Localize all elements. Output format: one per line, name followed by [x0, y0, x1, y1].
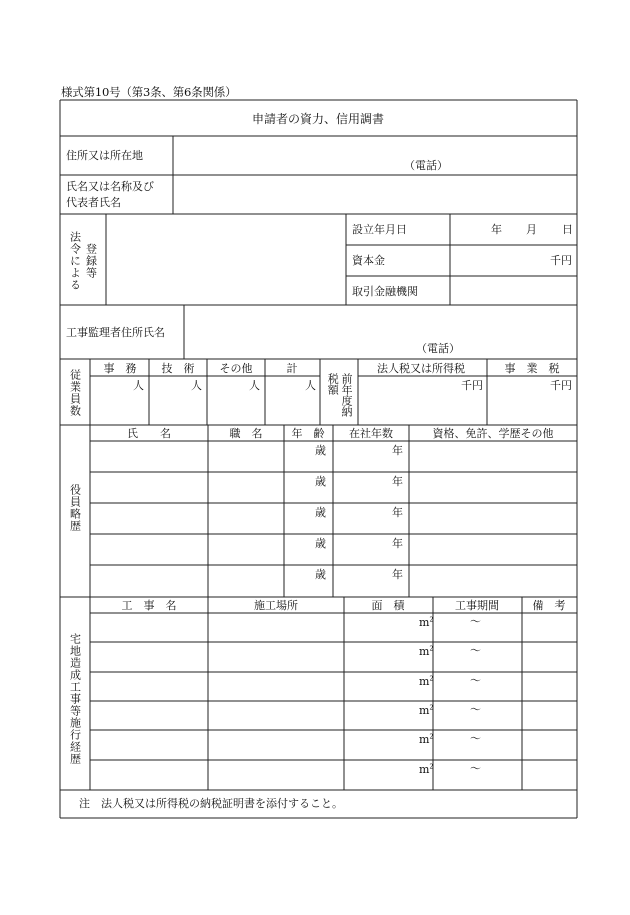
est-day-unit: 日 — [562, 223, 573, 236]
officer-age-unit: 歳 — [315, 537, 326, 550]
works-area-unit: $m^2$ — [419, 733, 434, 746]
employees-label: 従業員数 — [68, 369, 82, 417]
emp-header-total: 計 — [286, 362, 298, 375]
officer-header-qualifications: 資格、免許、学歴その他 — [432, 427, 554, 440]
works-header-area: 面 積 — [371, 599, 405, 612]
works-header-period: 工事期間 — [455, 599, 499, 612]
officer-years-unit: 年 — [392, 506, 403, 519]
officer-header-title: 職 名 — [229, 427, 263, 440]
capital-label: 資本金 — [352, 254, 385, 267]
officer-years-unit: 年 — [392, 568, 403, 581]
works-period-mark: ～ — [470, 644, 481, 657]
officer-years-unit: 年 — [392, 537, 403, 550]
works-area-unit: $m^2$ — [419, 645, 434, 658]
works-area-unit: $m^2$ — [419, 763, 434, 776]
emp-unit-office: 人 — [133, 379, 144, 392]
est-date-label: 設立年月日 — [352, 223, 407, 236]
officer-years-unit: 年 — [392, 475, 403, 488]
address-phone-label: （電話） — [404, 159, 448, 172]
officer-years-unit: 年 — [392, 444, 403, 457]
supervisor-label: 工事監理者住所氏名 — [66, 326, 165, 339]
emp-header-other: その他 — [219, 362, 253, 375]
footer-note: 注 法人税又は所得税の納税証明書を添付すること。 — [79, 797, 343, 810]
supervisor-phone-label: （電話） — [416, 342, 460, 355]
works-header-remarks: 備 考 — [532, 599, 566, 612]
officer-age-unit: 歳 — [315, 568, 326, 581]
legal-label-right: 登録等 — [84, 243, 98, 279]
tax-label: 前年度納税額 — [326, 373, 353, 417]
works-header-location: 施工場所 — [254, 599, 298, 612]
works-period-mark: ～ — [470, 615, 481, 628]
emp-header-tech: 技 術 — [161, 362, 195, 375]
est-year-unit: 年 — [491, 223, 502, 236]
emp-unit-other: 人 — [249, 379, 260, 392]
name-label-line1: 氏名又は名称及び — [66, 180, 154, 193]
address-label: 住所又は所在地 — [66, 149, 143, 162]
officer-age-unit: 歳 — [315, 475, 326, 488]
emp-header-office: 事 務 — [103, 362, 137, 375]
works-header-name: 工 事 名 — [121, 599, 177, 612]
works-area-unit: $m^2$ — [419, 616, 434, 629]
tax-corporate-unit: 千円 — [461, 379, 483, 392]
works-area-unit: $m^2$ — [419, 675, 434, 688]
officer-header-age: 年 齢 — [291, 427, 325, 440]
form-number: 様式第10号（第3条、第6条関係） — [61, 85, 237, 99]
legal-label-left: 法令による — [68, 231, 82, 291]
officer-age-unit: 歳 — [315, 444, 326, 457]
est-month-unit: 月 — [526, 223, 537, 236]
capital-unit: 千円 — [550, 254, 572, 267]
tax-business-unit: 千円 — [550, 379, 572, 392]
emp-unit-tech: 人 — [191, 379, 202, 392]
works-period-mark: ～ — [470, 732, 481, 745]
officer-header-name: 氏 名 — [127, 427, 171, 440]
works-label: 宅地造成工事等施行経歴 — [68, 633, 82, 765]
officer-header-years: 在社年数 — [349, 427, 393, 440]
emp-unit-total: 人 — [305, 379, 316, 392]
officer-age-unit: 歳 — [315, 506, 326, 519]
works-period-mark: ～ — [470, 762, 481, 775]
works-area-unit: $m^2$ — [419, 704, 434, 717]
tax-business-label: 事 業 税 — [504, 362, 560, 375]
form-title: 申請者の資力、信用調書 — [251, 112, 385, 126]
bank-label: 取引金融機関 — [352, 285, 418, 298]
tax-corporate-label: 法人税又は所得税 — [377, 362, 465, 375]
works-period-mark: ～ — [470, 674, 481, 687]
works-period-mark: ～ — [470, 703, 481, 716]
officers-label: 役員略歴 — [68, 484, 82, 532]
name-label-line2: 代表者氏名 — [66, 196, 121, 209]
